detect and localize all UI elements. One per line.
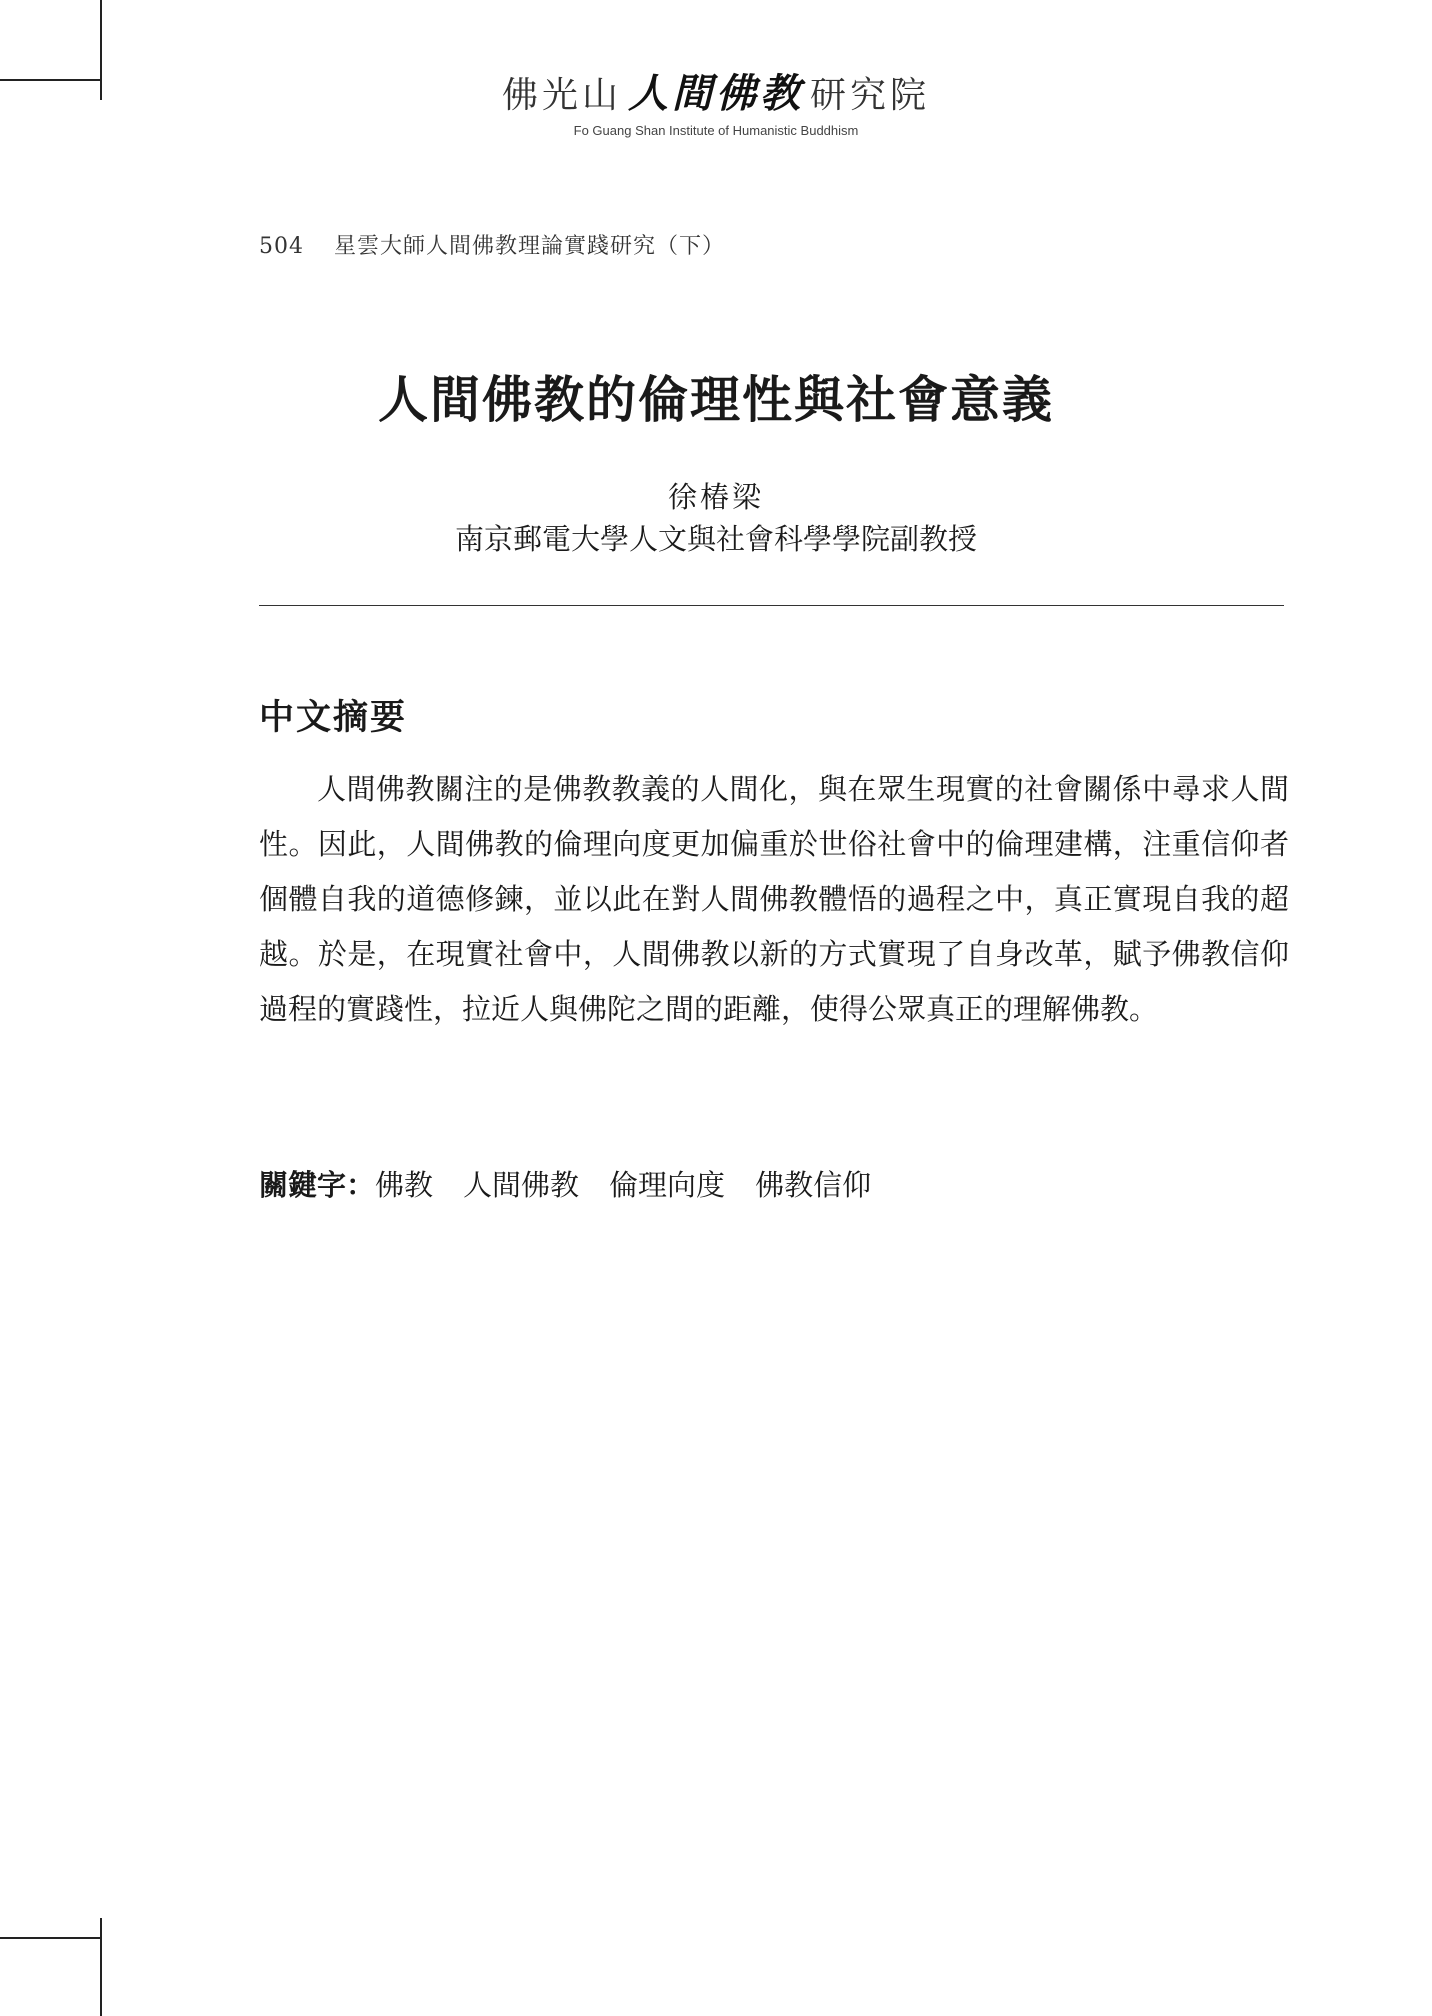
- logo-english-name: Fo Guang Shan Institute of Humanistic Buddhism: [573, 123, 859, 138]
- running-head: [259, 229, 725, 260]
- abstract-heading: 中文摘要: [259, 697, 408, 738]
- institute-logo: [0, 62, 1432, 138]
- title-divider: [259, 605, 1284, 606]
- keyword-item: 佛教信仰: [755, 1168, 872, 1202]
- author-name: 徐椿梁: [667, 480, 764, 514]
- book-title: 星雲大師人間佛教理論實踐研究（下）: [334, 234, 726, 259]
- logo-suffix: 研究院: [810, 75, 931, 116]
- keywords: [259, 1163, 901, 1204]
- article-title: 人間佛教的倫理性與社會意義: [378, 370, 1054, 429]
- logo-wordmark: [0, 62, 1432, 119]
- keywords-label: 關鍵字：: [259, 1168, 376, 1202]
- keyword-item: 佛教: [375, 1168, 434, 1202]
- keyword-item: 人間佛教: [463, 1168, 580, 1202]
- keyword-item: 倫理向度: [609, 1168, 726, 1202]
- crop-mark-bottom-horizontal: [0, 1937, 100, 1939]
- logo-brush-text: 人間佛教: [628, 70, 804, 117]
- author-affiliation: 南京郵電大學人文與社會科學學院副教授: [454, 522, 977, 556]
- abstract-body: 人間佛教關注的是佛教教義的人間化，與在眾生現實的社會關係中尋求人間性。因此，人間佛教的倫理向度更加偏重於世俗社會中的倫理建構，注重信仰者個體自我的道德修鍊，並以此在對人間佛教體悟的過程之中，真正實現自我的超越。於是，在現實社會中，人間佛教以新的方式實現了自身改革，賦予佛教信仰過程的實踐性，拉近人與佛陀之間的距離，使得公眾真正的理解佛教。: [259, 772, 1289, 1026]
- crop-mark-bottom-vertical: [100, 1918, 102, 2016]
- page-number: 504: [259, 234, 304, 259]
- logo-prefix: 佛光山: [501, 75, 622, 116]
